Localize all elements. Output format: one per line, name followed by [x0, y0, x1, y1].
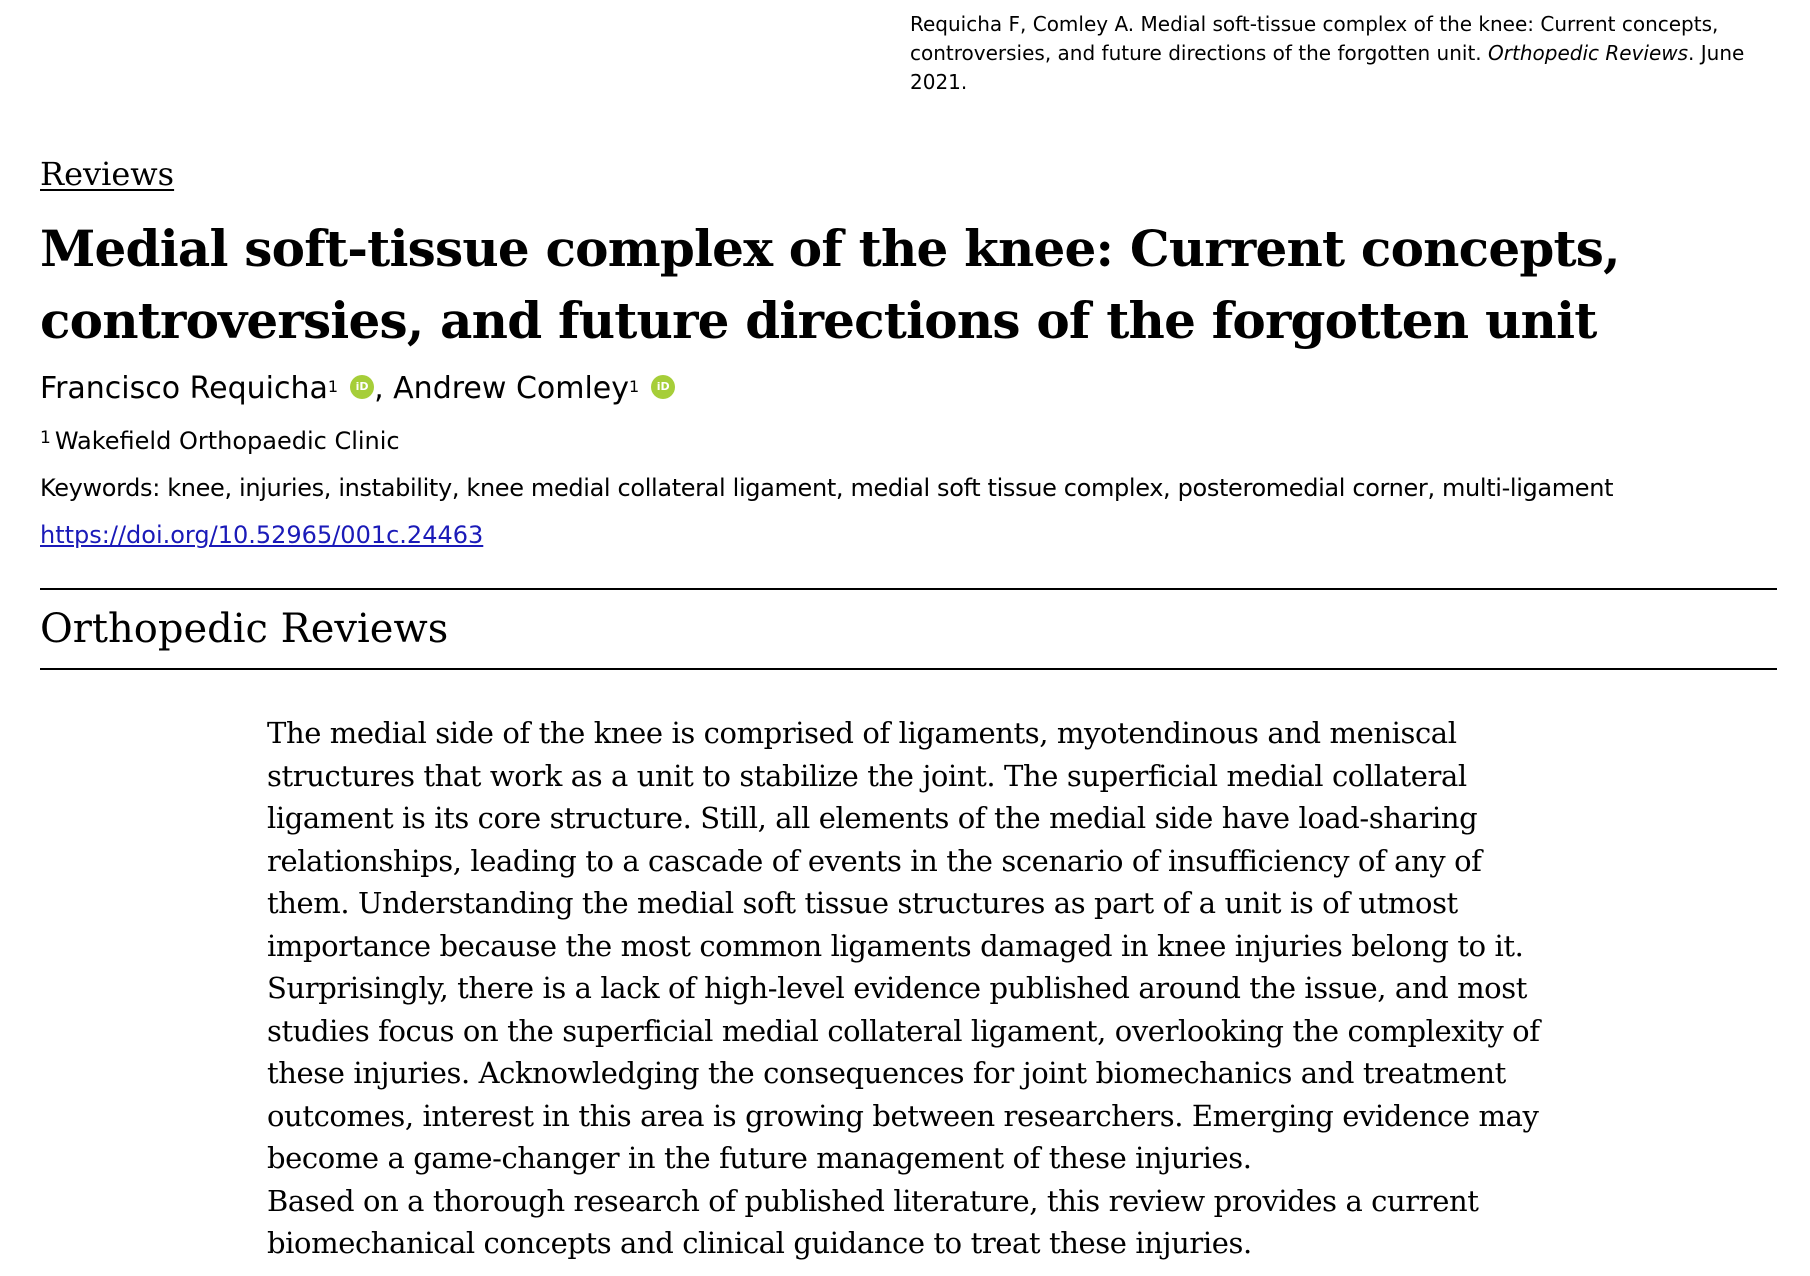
divider-top [40, 588, 1777, 590]
affiliation-mark: 1 [629, 377, 640, 396]
citation-date: . June 2021. [910, 41, 1745, 94]
affiliation-mark: 1 [40, 428, 51, 448]
article-title: Medial soft-tissue complex of the knee: Current concepts, controversies, and future directions of the forgotten unit [40, 219, 1620, 350]
abstract-paragraph: Based on a thorough research of published literature, this review provides a current biomechanical concepts and clinical guidance to treat these injuries. [267, 1183, 1479, 1260]
orcid-icon[interactable]: iD [350, 375, 374, 399]
affiliation [40, 423, 400, 459]
author-name[interactable]: Andrew Comley [393, 371, 630, 406]
affiliation-mark: 1 [327, 377, 339, 396]
author-name[interactable]: Francisco Requicha [40, 371, 328, 406]
author-separator: , [374, 371, 394, 406]
citation-block [910, 10, 1750, 97]
abstract-paragraph: The medial side of the knee is comprised of ligaments, myotendinous and meniscal structures that work as a unit to stabilize the joint. The superficial medial collateral ligament is its core structure. Still, all elements of the medial side have load-sharing relationships, leading to a cascade of events in the scenario of insufficiency of any of them. Understanding the medial soft tissue structures as part of a unit is of utmost importance because the most common ligaments damaged in knee injuries belong to it. Surprisingly, there is a lack of high-level evidence published around the issue, and most studies focus on the superficial medial collateral ligament, overlooking the complexity of these injuries. Acknowledging the consequences for joint biomechanics and treatment outcomes, interest in this area is growing between researchers. Emerging evidence may become a game-changer in the future management of these injuries. [267, 716, 1540, 1175]
affiliation-name: Wakefield Orthopaedic Clinic [54, 427, 400, 455]
keywords: Keywords: knee, injuries, instability, knee medial collateral ligament, medial soft tissue complex, posteromedial corner, multi-ligament [40, 474, 1614, 502]
section-label-link[interactable]: Reviews [40, 155, 175, 193]
abstract [267, 712, 1547, 1265]
doi-link[interactable]: https://doi.org/10.52965/001c.24463 [40, 521, 484, 549]
author-list [40, 367, 675, 411]
orcid-icon[interactable]: iD [651, 375, 675, 399]
citation-text: Requicha F, Comley A. Medial soft-tissue complex of the knee: Current concepts, controversies, and future directions of the forgotten unit. [910, 12, 1719, 65]
citation-journal: Orthopedic Reviews [1488, 41, 1689, 65]
journal-name: Orthopedic Reviews [40, 606, 449, 652]
divider-bottom [40, 668, 1777, 670]
